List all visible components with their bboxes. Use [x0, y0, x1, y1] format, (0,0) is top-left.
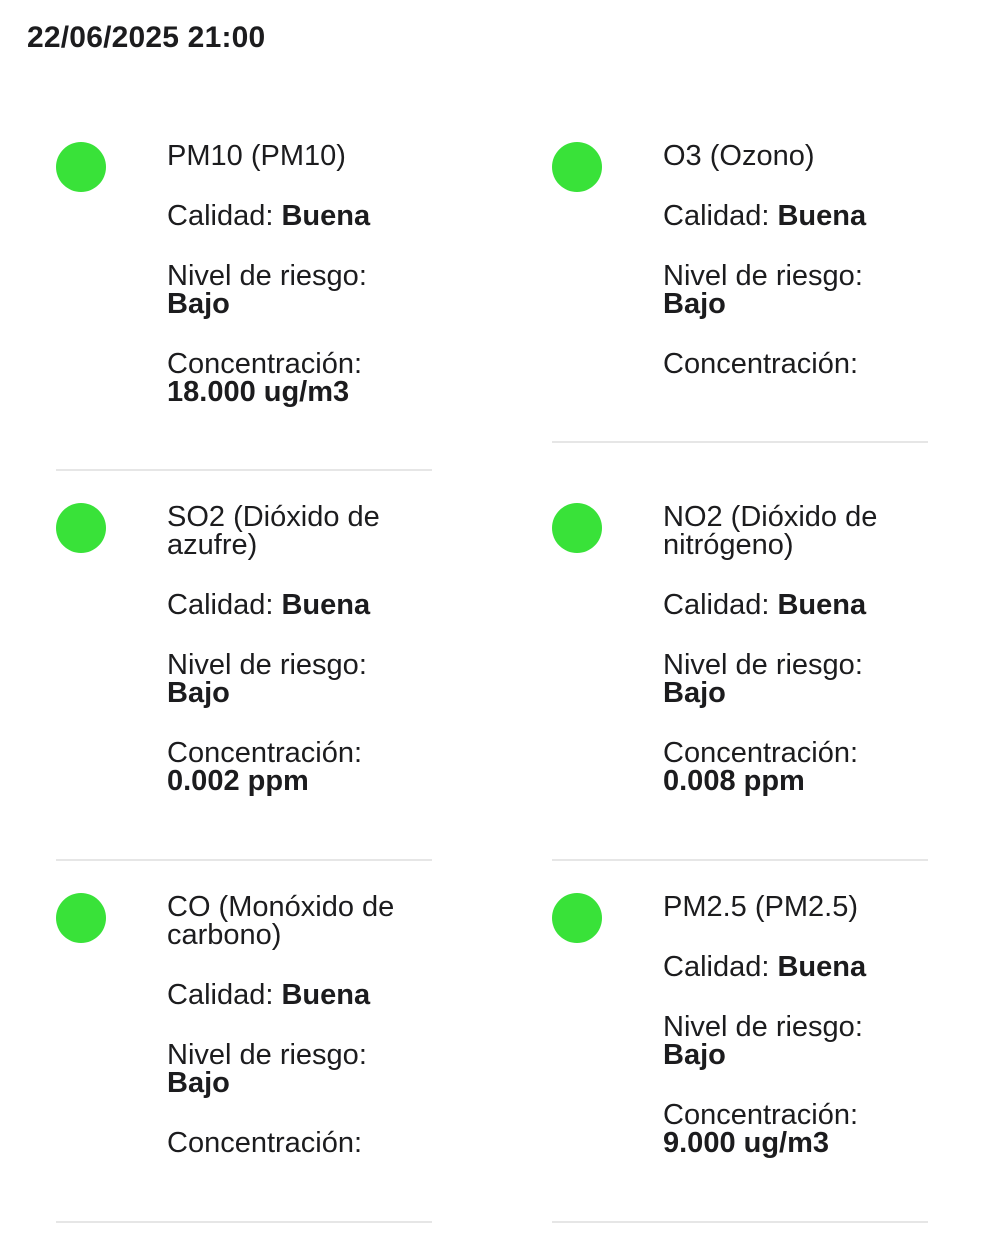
quality-row: [663, 953, 933, 981]
status-dot-icon: [552, 893, 602, 943]
pollutant-name: PM2.5 (PM2.5): [663, 891, 858, 923]
pollutant-card-so2: [56, 503, 432, 861]
concentration-row: [167, 1129, 437, 1157]
risk-label: Nivel de riesgo:: [663, 1011, 863, 1043]
quality-value: Buena: [777, 200, 867, 232]
quality-label: Calidad:: [663, 951, 770, 983]
pollutant-card-o3: [552, 142, 928, 443]
concentration-row: [663, 1101, 933, 1157]
quality-row: [663, 202, 933, 230]
risk-row: [167, 262, 437, 318]
risk-label: Nivel de riesgo:: [167, 260, 367, 292]
risk-label: Nivel de riesgo:: [167, 649, 367, 681]
concentration-value: 18.000 ug/m3: [167, 376, 350, 408]
quality-row: [167, 981, 437, 1009]
pollutant-card-co: [56, 893, 432, 1223]
quality-label: Calidad:: [167, 589, 274, 621]
quality-value: Buena: [281, 200, 371, 232]
report-timestamp: 22/06/2025 21:00: [27, 21, 266, 54]
concentration-value: 0.002 ppm: [167, 765, 309, 797]
risk-row: [167, 1041, 437, 1097]
quality-label: Calidad:: [167, 979, 274, 1011]
risk-row: [663, 262, 933, 318]
quality-row: [167, 591, 437, 619]
status-dot-icon: [56, 893, 106, 943]
status-dot-icon: [56, 142, 106, 192]
risk-value: Bajo: [167, 288, 230, 320]
status-dot-icon: [552, 503, 602, 553]
concentration-label: Concentración:: [167, 737, 363, 769]
concentration-row: [663, 739, 933, 795]
concentration-row: [167, 350, 437, 406]
concentration-value: 0.008 ppm: [663, 765, 805, 797]
concentration-label: Concentración:: [663, 737, 859, 769]
concentration-row: [663, 350, 933, 378]
concentration-label: Concentración:: [663, 1099, 859, 1131]
quality-label: Calidad:: [663, 589, 770, 621]
risk-value: Bajo: [663, 1039, 726, 1071]
risk-label: Nivel de riesgo:: [663, 260, 863, 292]
quality-label: Calidad:: [663, 200, 770, 232]
risk-row: [663, 651, 933, 707]
quality-value: Buena: [281, 979, 371, 1011]
risk-value: Bajo: [167, 677, 230, 709]
quality-label: Calidad:: [167, 200, 274, 232]
risk-label: Nivel de riesgo:: [663, 649, 863, 681]
quality-row: [167, 202, 437, 230]
pollutant-name: CO (Monóxido de carbono): [167, 891, 395, 951]
pollutant-card-pm10: [56, 142, 432, 471]
pollutant-name: O3 (Ozono): [663, 140, 815, 172]
concentration-row: [167, 739, 437, 795]
risk-row: [167, 651, 437, 707]
quality-value: Buena: [281, 589, 371, 621]
risk-value: Bajo: [167, 1067, 230, 1099]
quality-row: [663, 591, 933, 619]
status-dot-icon: [56, 503, 106, 553]
status-dot-icon: [552, 142, 602, 192]
concentration-label: Concentración:: [167, 348, 363, 380]
concentration-value: 9.000 ug/m3: [663, 1127, 830, 1159]
concentration-label: Concentración:: [167, 1127, 363, 1159]
pollutant-name: SO2 (Dióxido de azufre): [167, 501, 380, 561]
pollutant-card-no2: [552, 503, 928, 861]
pollutant-name: PM10 (PM10): [167, 140, 346, 172]
quality-value: Buena: [777, 951, 867, 983]
risk-value: Bajo: [663, 288, 726, 320]
pollutant-name: NO2 (Dióxido de nitrógeno): [663, 501, 878, 561]
concentration-label: Concentración:: [663, 348, 859, 380]
pollutant-card-pm25: [552, 893, 928, 1223]
risk-value: Bajo: [663, 677, 726, 709]
risk-row: [663, 1013, 933, 1069]
quality-value: Buena: [777, 589, 867, 621]
risk-label: Nivel de riesgo:: [167, 1039, 367, 1071]
